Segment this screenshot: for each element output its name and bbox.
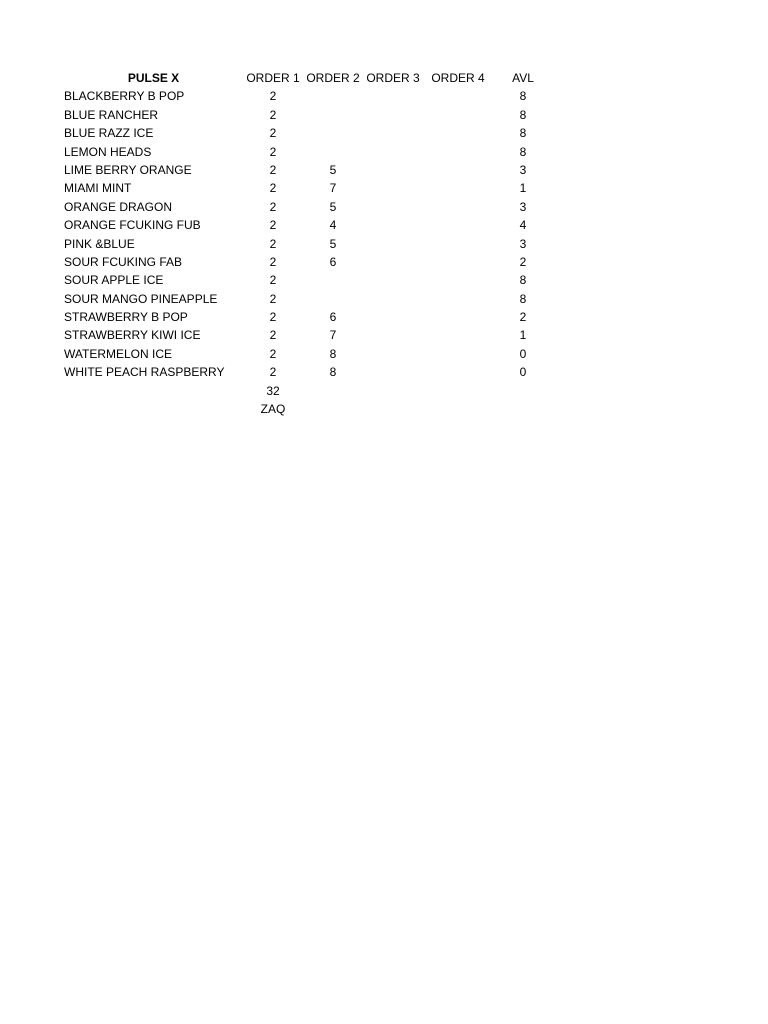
order-1-qty: 2	[269, 291, 277, 306]
table-row	[60, 308, 553, 326]
total-label-cell	[60, 382, 243, 400]
product-name: SOUR FCUKING FAB	[64, 254, 183, 269]
product-name: LEMON HEADS	[64, 144, 152, 159]
order-1-qty: 2	[269, 365, 277, 380]
total-row	[60, 382, 553, 400]
order-3-qty	[363, 308, 423, 326]
order-3-qty	[363, 124, 423, 142]
table-row	[60, 198, 553, 216]
avl-qty: 2	[519, 310, 527, 325]
order-1-qty: 2	[269, 162, 277, 177]
spreadsheet-table	[60, 69, 553, 418]
order-3-qty	[363, 345, 423, 363]
table-row	[60, 271, 553, 289]
avl-qty: 1	[519, 181, 527, 196]
order-1-qty: 2	[269, 273, 277, 288]
avl-qty: 3	[519, 162, 527, 177]
avl-qty: 8	[519, 291, 527, 306]
avl-qty: 2	[519, 254, 527, 269]
order-1-qty: 2	[269, 218, 277, 233]
table-row	[60, 253, 553, 271]
order-2-qty	[303, 124, 363, 142]
order-4-qty	[423, 253, 493, 271]
order-3-qty	[363, 253, 423, 271]
order-2-qty: 5	[329, 236, 337, 251]
table-row	[60, 87, 553, 105]
product-name: WATERMELON ICE	[64, 346, 173, 361]
avl-qty: 8	[519, 144, 527, 159]
order-3-qty	[363, 106, 423, 124]
order-4-qty	[423, 87, 493, 105]
order-1-qty: 2	[269, 181, 277, 196]
header-row	[60, 69, 553, 87]
order-1-qty: 2	[269, 107, 277, 122]
table-row	[60, 345, 553, 363]
order-4-qty	[423, 161, 493, 179]
order-3-qty	[363, 290, 423, 308]
order-2-qty: 5	[329, 162, 337, 177]
table-row	[60, 143, 553, 161]
order-3-qty	[363, 326, 423, 344]
order-2-qty: 7	[329, 181, 337, 196]
table-row	[60, 290, 553, 308]
avl-qty: 1	[519, 328, 527, 343]
order-4-qty	[423, 271, 493, 289]
product-name: SOUR APPLE ICE	[64, 273, 164, 288]
order-1-qty: 2	[269, 199, 277, 214]
avl-qty: 8	[519, 126, 527, 141]
order-4-qty	[423, 143, 493, 161]
order-2-qty	[303, 290, 363, 308]
order-4-qty	[423, 124, 493, 142]
order-2-qty: 7	[329, 328, 337, 343]
avl-qty: 0	[519, 346, 527, 361]
table-row	[60, 124, 553, 142]
product-name: BLACKBERRY B POP	[64, 89, 185, 104]
avl-qty: 3	[519, 236, 527, 251]
table-body	[60, 87, 553, 381]
order-2-qty: 8	[329, 346, 337, 361]
table-row	[60, 106, 553, 124]
order-4-qty	[423, 106, 493, 124]
order-2-qty: 6	[329, 254, 337, 269]
table-row	[60, 235, 553, 253]
avl-qty: 8	[519, 273, 527, 288]
order-1-qty: 2	[269, 310, 277, 325]
order-2-qty: 5	[329, 199, 337, 214]
order-1-total: 32	[266, 383, 280, 398]
product-name: ORANGE DRAGON	[64, 199, 173, 214]
order-1-qty: 2	[269, 236, 277, 251]
product-name: ORANGE FCUKING FUB	[64, 218, 201, 233]
table-row	[60, 161, 553, 179]
header-order-3: ORDER 3	[366, 71, 420, 85]
order-1-qty: 2	[269, 254, 277, 269]
order-3-qty	[363, 363, 423, 381]
order-2-qty: 6	[329, 310, 337, 325]
order-2-qty	[303, 271, 363, 289]
order-4-qty	[423, 363, 493, 381]
order-4-qty	[423, 308, 493, 326]
order-4-qty	[423, 198, 493, 216]
order-2-qty	[303, 143, 363, 161]
note-label-cell	[60, 400, 243, 418]
order-3-qty	[363, 235, 423, 253]
order-4-qty	[423, 179, 493, 197]
order-1-qty: 2	[269, 126, 277, 141]
order-2-qty: 8	[329, 365, 337, 380]
avl-qty: 3	[519, 199, 527, 214]
order-1-qty: 2	[269, 328, 277, 343]
order-2-qty	[303, 87, 363, 105]
product-name: PINK &BLUE	[64, 236, 135, 251]
header-order-4: ORDER 4	[431, 71, 485, 85]
table-row	[60, 216, 553, 234]
order-4-qty	[423, 326, 493, 344]
order-4-qty	[423, 290, 493, 308]
avl-qty: 0	[519, 365, 527, 380]
order-1-qty: 2	[269, 89, 277, 104]
product-name: STRAWBERRY B POP	[64, 310, 188, 325]
order-3-qty	[363, 143, 423, 161]
order-1-qty: 2	[269, 346, 277, 361]
order-3-qty	[363, 216, 423, 234]
product-name: MIAMI MINT	[64, 181, 132, 196]
order-1-qty: 2	[269, 144, 277, 159]
header-order-2: ORDER 2	[306, 71, 360, 85]
product-name: BLUE RANCHER	[64, 107, 159, 122]
avl-qty: 8	[519, 107, 527, 122]
order-3-qty	[363, 87, 423, 105]
product-name: LIME BERRY ORANGE	[64, 162, 192, 177]
header-avl: AVL	[512, 71, 534, 85]
order-2-qty: 4	[329, 218, 337, 233]
product-name: WHITE PEACH RASPBERRY	[64, 365, 225, 380]
table-row	[60, 363, 553, 381]
order-4-qty	[423, 345, 493, 363]
avl-qty: 8	[519, 89, 527, 104]
avl-qty: 4	[519, 218, 527, 233]
table-row	[60, 179, 553, 197]
header-order-1: ORDER 1	[246, 71, 300, 85]
order-3-qty	[363, 161, 423, 179]
order-4-qty	[423, 235, 493, 253]
order-2-qty	[303, 106, 363, 124]
product-name: SOUR MANGO PINEAPPLE	[64, 291, 218, 306]
order-3-qty	[363, 271, 423, 289]
order-3-qty	[363, 179, 423, 197]
note-row	[60, 400, 553, 418]
header-product-name: PULSE X	[127, 71, 180, 85]
note-text: ZAQ	[260, 402, 286, 417]
order-4-qty	[423, 216, 493, 234]
product-name: BLUE RAZZ ICE	[64, 126, 154, 141]
order-3-qty	[363, 198, 423, 216]
table-row	[60, 326, 553, 344]
product-name: STRAWBERRY KIWI ICE	[64, 328, 201, 343]
